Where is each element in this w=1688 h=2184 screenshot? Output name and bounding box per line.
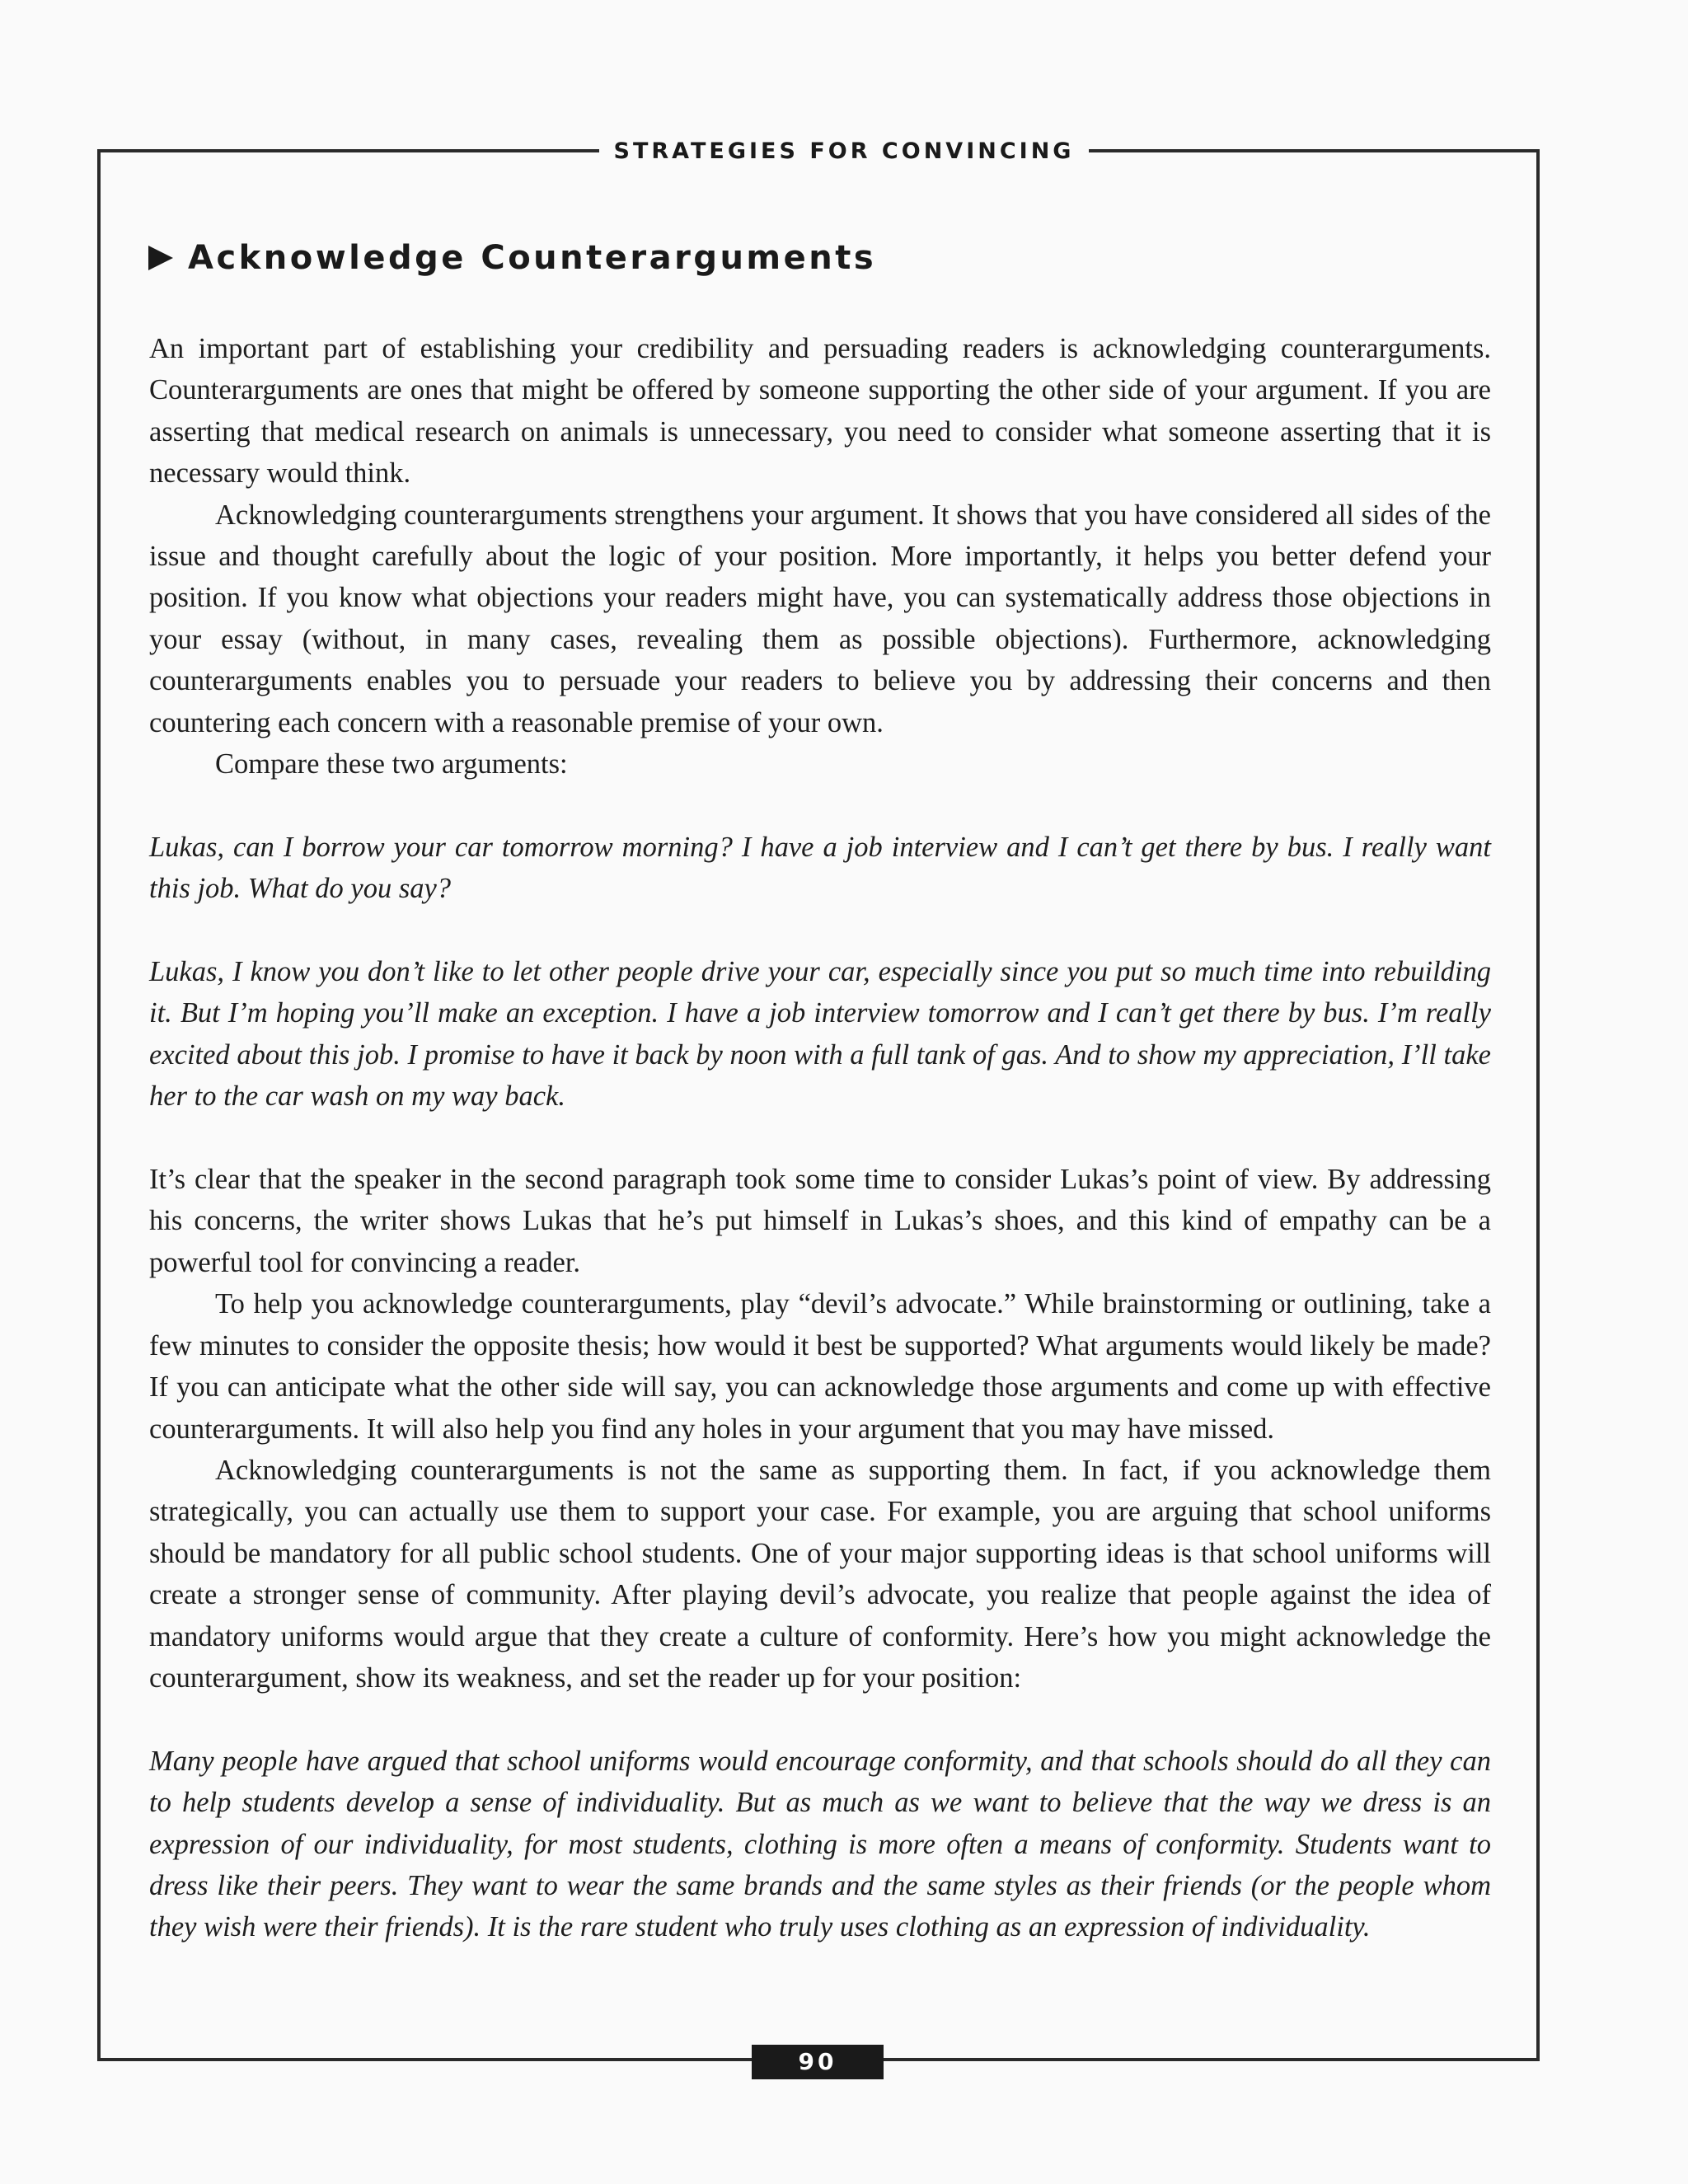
section-heading xyxy=(147,239,876,277)
body-paragraph: An important part of establishing your credibility and persuading readers is acknowledging counterarguments. Counterarguments are ones that might be offered by someone supporting the other side of your argument. If you are asserting that medical research on animals is unnecessary, you need to consider what someone asserting that it is necessary would think. xyxy=(149,333,1491,490)
body-paragraph: Acknowledging counterarguments strengthens your argument. It shows that you have considered all sides of the issue and thought carefully about the logic of your position. More importantly, it helps you better defend your position. If you know what objections your readers might have, you can systematically address those objections in your essay (without, in many cases, revealing them as possible objections). Furthermore, acknowledging counterarguments enables you to persuade your readers to believe you by addressing their concerns and then countering each concern with a reasonable premise of your own. xyxy=(149,499,1491,738)
example-argument: Lukas, I know you don’t like to let other people drive your car, especially since you put so much time into rebuilding it. But I’m hoping you’ll make an exception. I have a job interview tomorrow and I can’t get there by bus. I’m really excited about this job. I promise to have it back by noon with a full tank of gas. And to show my appreciation, I’ll take her to the car wash on my way back. xyxy=(149,956,1491,1113)
running-header-title: STRATEGIES FOR CONVINCING xyxy=(599,138,1090,166)
body-paragraph: Compare these two arguments: xyxy=(215,748,568,780)
article-body xyxy=(149,328,1491,1948)
section-title: Acknowledge Counterarguments xyxy=(188,239,877,277)
body-paragraph: It’s clear that the speaker in the second paragraph took some time to consider Lukas’s point of view. By addressing his concerns, the writer shows Lukas that he’s put himself in Lukas’s shoes, and this kind of empathy can be a powerful tool for convincing a reader. xyxy=(149,1164,1491,1278)
body-paragraph: To help you acknowledge counterarguments, play “devil’s advocate.” While brainstorming or outlining, take a few minutes to consider the opposite thesis; how would it best be supported? What arguments would likely be made? If you can anticipate what the other side will say, you can acknowledge those arguments and come up with effective counterarguments. It will also help you find any holes in your argument that you may have missed. xyxy=(149,1288,1491,1445)
example-argument: Lukas, can I borrow your car tomorrow morning? I have a job interview and I can’t get there by bus. I really want this job. What do you say? xyxy=(149,831,1491,905)
example-argument: Many people have argued that school uniforms would encourage conformity, and that schools should do all they can to help students develop a sense of individuality. But as much as we want to believe that the way we dress is an expression of our individuality, for most students, clothing is more often a means of conformity. Students want to dress like their peers. They want to wear the same brands and the same styles as their friends (or the people whom they wish were their friends). It is the rare student who truly uses clothing as an expression of individuality. xyxy=(149,1745,1491,1943)
triangle-right-icon xyxy=(147,244,175,272)
page-number: 90 xyxy=(752,2045,884,2079)
body-paragraph: Acknowledging counterarguments is not the same as supporting them. In fact, if you acknowledge them strategically, you can actually use them to support your case. For example, you are arguing that school uniforms should be mandatory for all public school students. One of your major supporting ideas is that school uniforms will create a stronger sense of community. After playing devil’s advocate, you realize that people against the idea of mandatory uniforms would argue that they create a culture of conformity. Here’s how you might acknowledge the counterargument, show its weakness, and set the reader up for your position: xyxy=(149,1454,1491,1694)
